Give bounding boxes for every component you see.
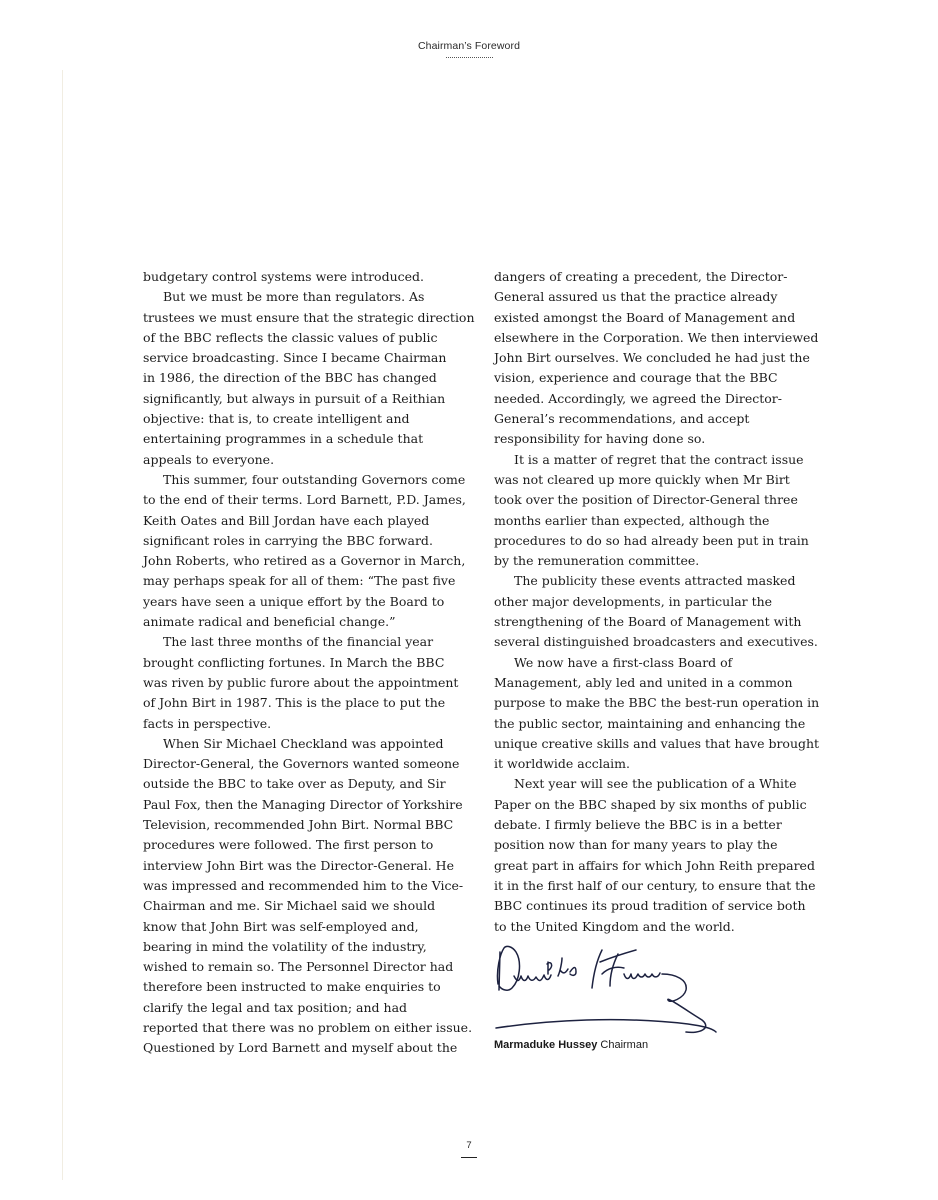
text-line: The publicity these events attracted masked — [514, 573, 796, 589]
text-line: significantly, but always in pursuit of a Reithian — [143, 390, 446, 406]
text-line: service broadcasting. Since I became Chairman — [143, 350, 447, 366]
text-line: objective: that is, to create intelligent and — [143, 411, 410, 427]
text-line: entertaining programmes in a schedule that — [143, 431, 424, 447]
text-line: it in the first half of our century, to ensure that the — [494, 877, 816, 893]
text-line: Next year will see the publication of a White — [514, 776, 797, 792]
text-line: facts in perspective. — [143, 715, 272, 731]
text-line: Questioned by Lord Barnett and myself about the — [143, 1040, 458, 1056]
text-line: Paul Fox, then the Managing Director of Yorkshire — [143, 796, 463, 812]
text-line: by the remuneration committee. — [494, 553, 700, 569]
text-line: reported that there was no problem on either issue. — [143, 1019, 473, 1035]
text-line: in 1986, the direction of the BBC has changed — [143, 370, 437, 386]
text-line: significant roles in carrying the BBC forward. — [143, 532, 433, 548]
text-line: When Sir Michael Checkland was appointed — [163, 735, 444, 751]
text-line: it worldwide acclaim. — [494, 756, 630, 772]
text-line: This summer, four outstanding Governors come — [163, 471, 466, 487]
text-line: bearing in mind the volatility of the industry, — [143, 938, 427, 954]
running-header-title: Chairman’s Foreword — [417, 40, 521, 52]
text-line: was not cleared up more quickly when Mr Birt — [494, 471, 790, 487]
text-line: took over the position of Director-General three — [494, 492, 798, 508]
text-line: great part in affairs for which John Reith prepared — [494, 857, 815, 873]
text-line: elsewhere in the Corporation. We then interviewed — [494, 329, 819, 345]
text-line: Paper on the BBC shaped by six months of public — [494, 796, 807, 812]
text-line: therefore been instructed to make enquiries to — [143, 979, 441, 995]
text-line: years have seen a unique effort by the Board to — [143, 593, 445, 609]
text-line: Keith Oates and Bill Jordan have each played — [143, 512, 430, 528]
text-line: Television, recommended John Birt. Normal BBC — [143, 817, 454, 833]
text-line: budgetary control systems were introduced. — [143, 269, 425, 284]
page-footer — [0, 1140, 938, 1158]
page-number-rule — [461, 1157, 477, 1158]
text-line: John Birt ourselves. We concluded he had just the — [494, 350, 810, 366]
signature-caption — [494, 1039, 648, 1051]
text-line: procedures to do so had already been put in train — [494, 532, 809, 548]
text-line: clarify the legal and tax position; and had — [143, 999, 408, 1015]
text-line: to the end of their terms. Lord Barnett, P.D. James, — [143, 492, 466, 508]
text-line: was riven by public furore about the appointment — [143, 674, 459, 690]
text-line: know that John Birt was self-employed and, — [143, 918, 419, 934]
text-line: unique creative skills and values that have brought — [494, 735, 820, 751]
text-line: outside the BBC to take over as Deputy, and Sir — [143, 776, 446, 792]
handwritten-signature — [490, 940, 730, 1040]
text-line: of the BBC reflects the classic values of public — [143, 329, 438, 345]
text-line: position now than for many years to play the — [494, 837, 778, 853]
running-header — [0, 40, 938, 58]
body-column-right — [494, 267, 820, 937]
text-line: dangers of creating a precedent, the Director- — [494, 269, 788, 284]
text-line: General’s recommendations, and accept — [494, 411, 750, 427]
text-line: The last three months of the financial year — [163, 634, 434, 650]
body-column-left — [143, 267, 475, 1059]
text-line: existed amongst the Board of Management and — [494, 309, 796, 325]
text-line: It is a matter of regret that the contract issue — [514, 451, 804, 467]
text-line: to the United Kingdom and the world. — [494, 918, 735, 934]
text-line: debate. I firmly believe the BBC is in a better — [494, 817, 782, 833]
text-line: But we must be more than regulators. As — [163, 289, 425, 305]
header-dotted-rule — [446, 57, 493, 58]
text-line: Management, ably led and united in a common — [494, 674, 793, 690]
text-line: vision, experience and courage that the BBC — [494, 370, 778, 386]
text-line: wished to remain so. The Personnel Director had — [143, 959, 454, 975]
text-line: appeals to everyone. — [143, 451, 275, 467]
text-line: was impressed and recommended him to the Vice- — [143, 877, 464, 893]
page-edge-rule — [62, 70, 63, 1180]
page-number: 7 — [466, 1140, 472, 1151]
text-line: needed. Accordingly, we agreed the Director- — [494, 390, 782, 406]
text-line: procedures were followed. The first person to — [143, 837, 434, 853]
text-line: Chairman and me. Sir Michael said we should — [143, 898, 436, 914]
text-line: of John Birt in 1987. This is the place to put the — [143, 695, 446, 711]
text-line: John Roberts, who retired as a Governor in March, — [143, 553, 466, 569]
text-line: months earlier than expected, although the — [494, 512, 770, 528]
text-line: interview John Birt was the Director-General. He — [143, 857, 454, 873]
text-line: other major developments, in particular the — [494, 593, 773, 609]
signatory-title: Chairman — [600, 1039, 649, 1051]
text-line: purpose to make the BBC the best-run operation in — [494, 695, 820, 711]
text-line: brought conflicting fortunes. In March the BBC — [143, 654, 445, 670]
text-line: may perhaps speak for all of them: “The past five — [143, 573, 456, 589]
text-line: animate radical and beneficial change.” — [143, 614, 396, 630]
text-line: Director-General, the Governors wanted someone — [143, 756, 460, 772]
text-line: responsibility for having done so. — [494, 431, 706, 447]
text-line: strengthening of the Board of Management with — [494, 614, 802, 630]
text-line: BBC continues its proud tradition of service both — [494, 898, 806, 914]
signatory-name: Marmaduke Hussey — [494, 1039, 598, 1051]
text-line: the public sector, maintaining and enhancing the — [494, 715, 806, 731]
text-line: General assured us that the practice already — [494, 289, 778, 305]
text-line: We now have a first-class Board of — [514, 654, 733, 670]
text-line: several distinguished broadcasters and executives. — [494, 634, 818, 650]
text-line: trustees we must ensure that the strategic direction — [143, 309, 475, 325]
